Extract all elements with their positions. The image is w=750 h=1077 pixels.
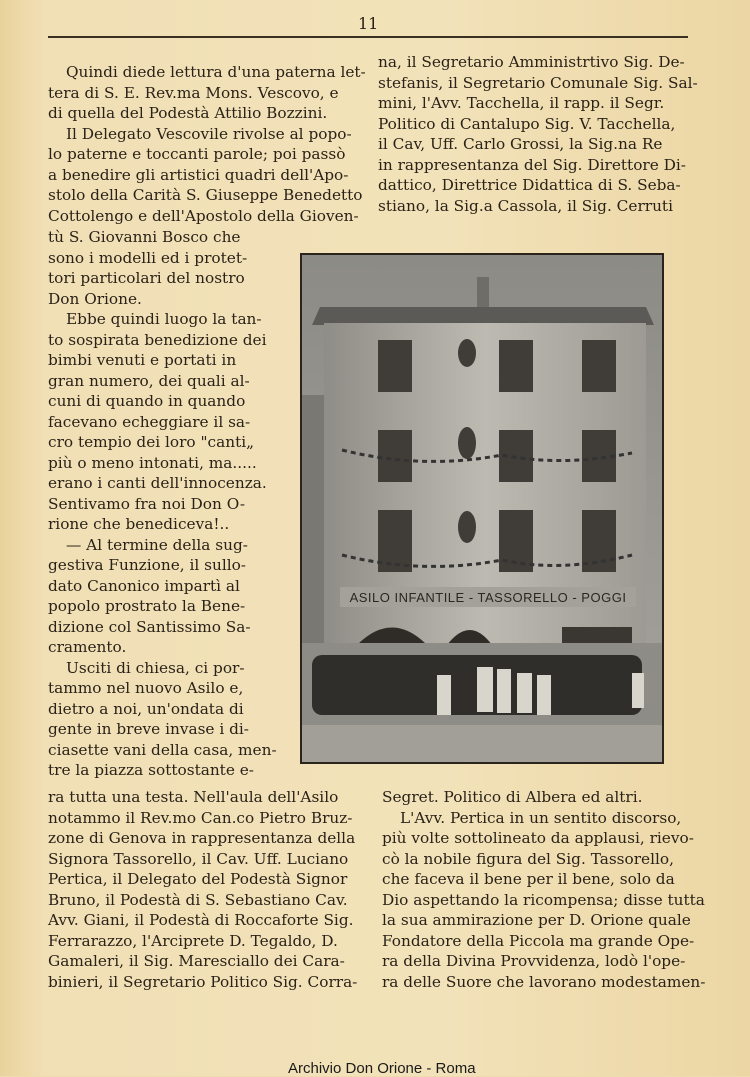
text-line: Fondatore della Piccola ma grande Ope-	[382, 931, 695, 950]
text-line: tori particolari del nostro	[48, 269, 245, 287]
text-line: erano i canti dell'innocenza.	[48, 474, 267, 492]
text-line: zone di Genova in rappresentanza della	[48, 829, 356, 847]
text-line: più o meno intonati, ma.....	[48, 453, 257, 472]
text-line: Cottolengo e dell'Apostolo della Gioven-	[48, 206, 359, 225]
text-line: stiano, la Sig.a Cassola, il Sig. Cerruti	[378, 196, 673, 215]
text-line: ra della Divina Provvidenza, lodò l'ope-	[382, 952, 686, 970]
text-line: ra delle Suore che lavorano modestamen-	[382, 972, 706, 991]
text-line: gran numero, dei quali al-	[48, 371, 250, 390]
text-line: Ebbe quindi luogo la tan-	[66, 310, 262, 328]
text-line: il Cav, Uff. Carlo Grossi, la Sig.na Re	[378, 135, 663, 153]
text-line: na, il Segretario Amministrtivo Sig. De-	[378, 53, 685, 71]
left-bottom-text	[48, 787, 364, 992]
text-line: Ferrarazzo, l'Arciprete D. Tegaldo, D.	[48, 931, 338, 950]
text-line: binieri, il Segretario Politico Sig. Corra-	[48, 972, 358, 991]
left-top-text	[48, 62, 366, 226]
text-line: tammo nel nuovo Asilo e,	[48, 679, 244, 697]
text-line: dietro a noi, un'ondata di	[48, 699, 244, 718]
text-line: Il Delegato Vescovile rivolse al popo-	[66, 124, 352, 143]
text-line: L'Avv. Pertica in un sentito discorso,	[400, 808, 682, 827]
photo-sign: ASILO INFANTILE - TASSORELLO - POGGI	[349, 590, 627, 605]
text-line: tera di S. E. Rev.ma Mons. Vescovo, e	[48, 83, 339, 102]
text-line: Pertica, il Delegato del Podestà Signor	[48, 870, 348, 888]
text-line: rione che benediceva!..	[48, 515, 230, 533]
text-line: cro tempio dei loro "canti„	[48, 433, 255, 451]
text-line: ra tutta una testa. Nell'aula dell'Asilo	[48, 788, 339, 806]
text-line: Don Orione.	[48, 289, 142, 308]
right-bottom-text	[382, 787, 706, 992]
text-line: Avv. Giani, il Podestà di Roccaforte Sig.	[48, 911, 354, 929]
text-line: Quindi diede lettura d'una paterna let-	[66, 63, 366, 81]
text-line: cuni di quando in quando	[48, 392, 246, 410]
text-line: a benedire gli artistici quadri dell'Apo-	[48, 165, 349, 184]
narrow-column-text	[48, 227, 277, 781]
text-line: ciasette vani della casa, men-	[48, 740, 277, 759]
text-line: — Al termine della sug-	[66, 535, 248, 554]
text-line: lo paterne e toccanti parole; poi passò	[48, 145, 346, 163]
text-line: Segret. Politico di Albera ed altri.	[382, 788, 643, 806]
text-line: Dio aspettando la ricompensa; disse tutta	[382, 890, 705, 909]
text-line: dato Canonico impartì al	[48, 576, 240, 595]
text-line: gestiva Funzione, il sullo-	[48, 556, 246, 574]
text-line: di quella del Podestà Attilio Bozzini.	[48, 104, 328, 122]
text-line: tre la piazza sottostante e-	[48, 761, 254, 779]
text-line: sono i modelli ed i protet-	[48, 248, 248, 267]
text-line: to sospirata benedizione dei	[48, 330, 267, 349]
text-line: gente in breve invase i di-	[48, 720, 249, 738]
building-photo	[300, 253, 664, 764]
text-line: mini, l'Avv. Tacchella, il rapp. il Segr.	[378, 94, 665, 112]
header-rule	[48, 36, 688, 38]
text-line: Gamaleri, il Sig. Maresciallo dei Cara-	[48, 952, 345, 970]
text-line: che faceva il bene per il bene, solo da	[382, 870, 675, 888]
text-line: cramento.	[48, 638, 127, 656]
text-line: bimbi venuti e portati in	[48, 351, 237, 369]
right-top-text	[378, 52, 698, 216]
text-line: Sentivamo fra noi Don O-	[48, 494, 245, 513]
text-line: stefanis, il Segretario Comunale Sig. Sal-	[378, 73, 698, 92]
text-line: tù S. Giovanni Bosco che	[48, 228, 241, 246]
archive-footer: Archivio Don Orione - Roma	[288, 1060, 476, 1077]
text-line: dattico, Direttrice Didattica di S. Seba-	[378, 176, 681, 194]
text-line: popolo prostrato la Bene-	[48, 597, 246, 615]
text-line: più volte sottolineato da applausi, rievo-	[382, 829, 694, 847]
page-number: 11	[358, 14, 379, 33]
text-line: notammo il Rev.mo Can.co Pietro Bruz-	[48, 808, 353, 827]
text-line: stolo della Carità S. Giuseppe Benedetto	[48, 186, 363, 204]
text-line: facevano echeggiare il sa-	[48, 412, 251, 431]
text-line: la sua ammirazione per D. Orione quale	[382, 911, 691, 929]
text-line: Politico di Cantalupo Sig. V. Tacchella,	[378, 114, 676, 133]
text-line: Signora Tassorello, il Cav. Uff. Luciano	[48, 849, 349, 868]
text-line: Usciti di chiesa, ci por-	[66, 658, 245, 677]
text-line: Bruno, il Podestà di S. Sebastiano Cav.	[48, 890, 348, 909]
text-line: cò la nobile figura del Sig. Tassorello,	[382, 849, 674, 868]
text-line: in rappresentanza del Sig. Direttore Di-	[378, 155, 686, 174]
text-line: dizione col Santissimo Sa-	[48, 617, 251, 636]
